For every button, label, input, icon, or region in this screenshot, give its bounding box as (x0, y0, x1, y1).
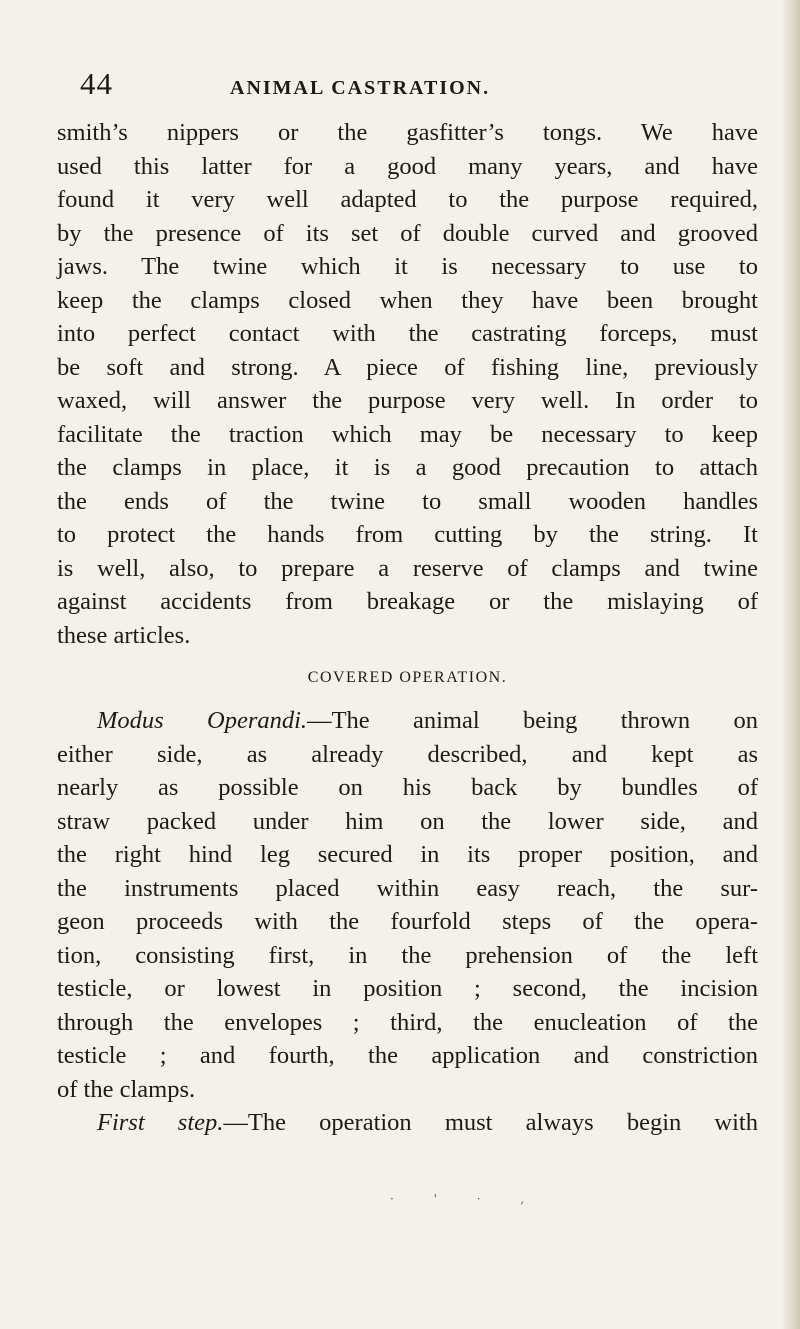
paragraph-1 (57, 116, 758, 652)
italic-lead: First step. (97, 1109, 224, 1136)
page-edge-shadow (782, 0, 800, 1329)
paragraph-3 (57, 1106, 758, 1140)
text-line: into perfect contact with the castrating forceps, must (57, 320, 758, 347)
body-text (57, 116, 758, 1140)
text-line: found it very well adapted to the purpose required, (57, 186, 758, 213)
page-header (80, 66, 720, 106)
text-line: testicle, or lowest in position ; second, the incision (57, 975, 758, 1002)
paragraph-2 (57, 704, 758, 1106)
text-line: tion, consisting first, in the prehension of the left (57, 941, 758, 969)
text-line: be soft and strong. A piece of fishing line, previously (57, 353, 758, 381)
text-line: waxed, will answer the purpose very well. In order to (57, 387, 758, 414)
text-line: nearly as possible on his back by bundles of (57, 774, 758, 801)
italic-lead: Modus Operandi. (97, 707, 308, 734)
text-line: geon proceeds with the fourfold steps of the opera- (57, 908, 758, 935)
text-line: the instruments placed within easy reach, the sur- (57, 874, 758, 902)
text-line: facilitate the traction which may be necessary to keep (57, 420, 758, 448)
text-line: against accidents from breakage or the mislaying of (57, 588, 758, 615)
text-line (57, 704, 758, 738)
lead-text: —The operation must always begin with (223, 1109, 758, 1136)
print-specks: · ' · , (390, 1192, 543, 1206)
text-line: by the presence of its set of double curved and grooved (57, 219, 758, 247)
text-line: through the envelopes ; third, the enucleation of the (57, 1008, 758, 1036)
lead-text: —The animal being thrown on (307, 707, 758, 734)
text-line: smith’s nippers or the gasfitter’s tongs. We have (57, 119, 758, 146)
page-number: 44 (80, 66, 113, 101)
text-line: straw packed under him on the lower side, and (57, 807, 758, 835)
text-line: keep the clamps closed when they have been brought (57, 286, 758, 314)
text-line: either side, as already described, and kept as (57, 740, 758, 768)
text-line: these articles. (57, 621, 191, 649)
text-line: is well, also, to prepare a reserve of clamps and twine (57, 554, 758, 582)
text-line: used this latter for a good many years, and have (57, 152, 758, 180)
text-line (57, 1106, 758, 1140)
text-line: the right hind leg secured in its proper position, and (57, 841, 758, 868)
text-line: the clamps in place, it is a good precaution to attach (57, 454, 758, 481)
section-heading: COVERED OPERATION. (307, 669, 508, 686)
text-line: to protect the hands from cutting by the string. It (57, 521, 758, 548)
text-line: of the clamps. (57, 1075, 196, 1103)
text-line: the ends of the twine to small wooden handles (57, 487, 758, 515)
text-line: testicle ; and fourth, the application and constriction (57, 1042, 758, 1069)
text-line: jaws. The twine which it is necessary to use to (57, 253, 758, 280)
running-head: ANIMAL CASTRATION. (230, 77, 491, 99)
